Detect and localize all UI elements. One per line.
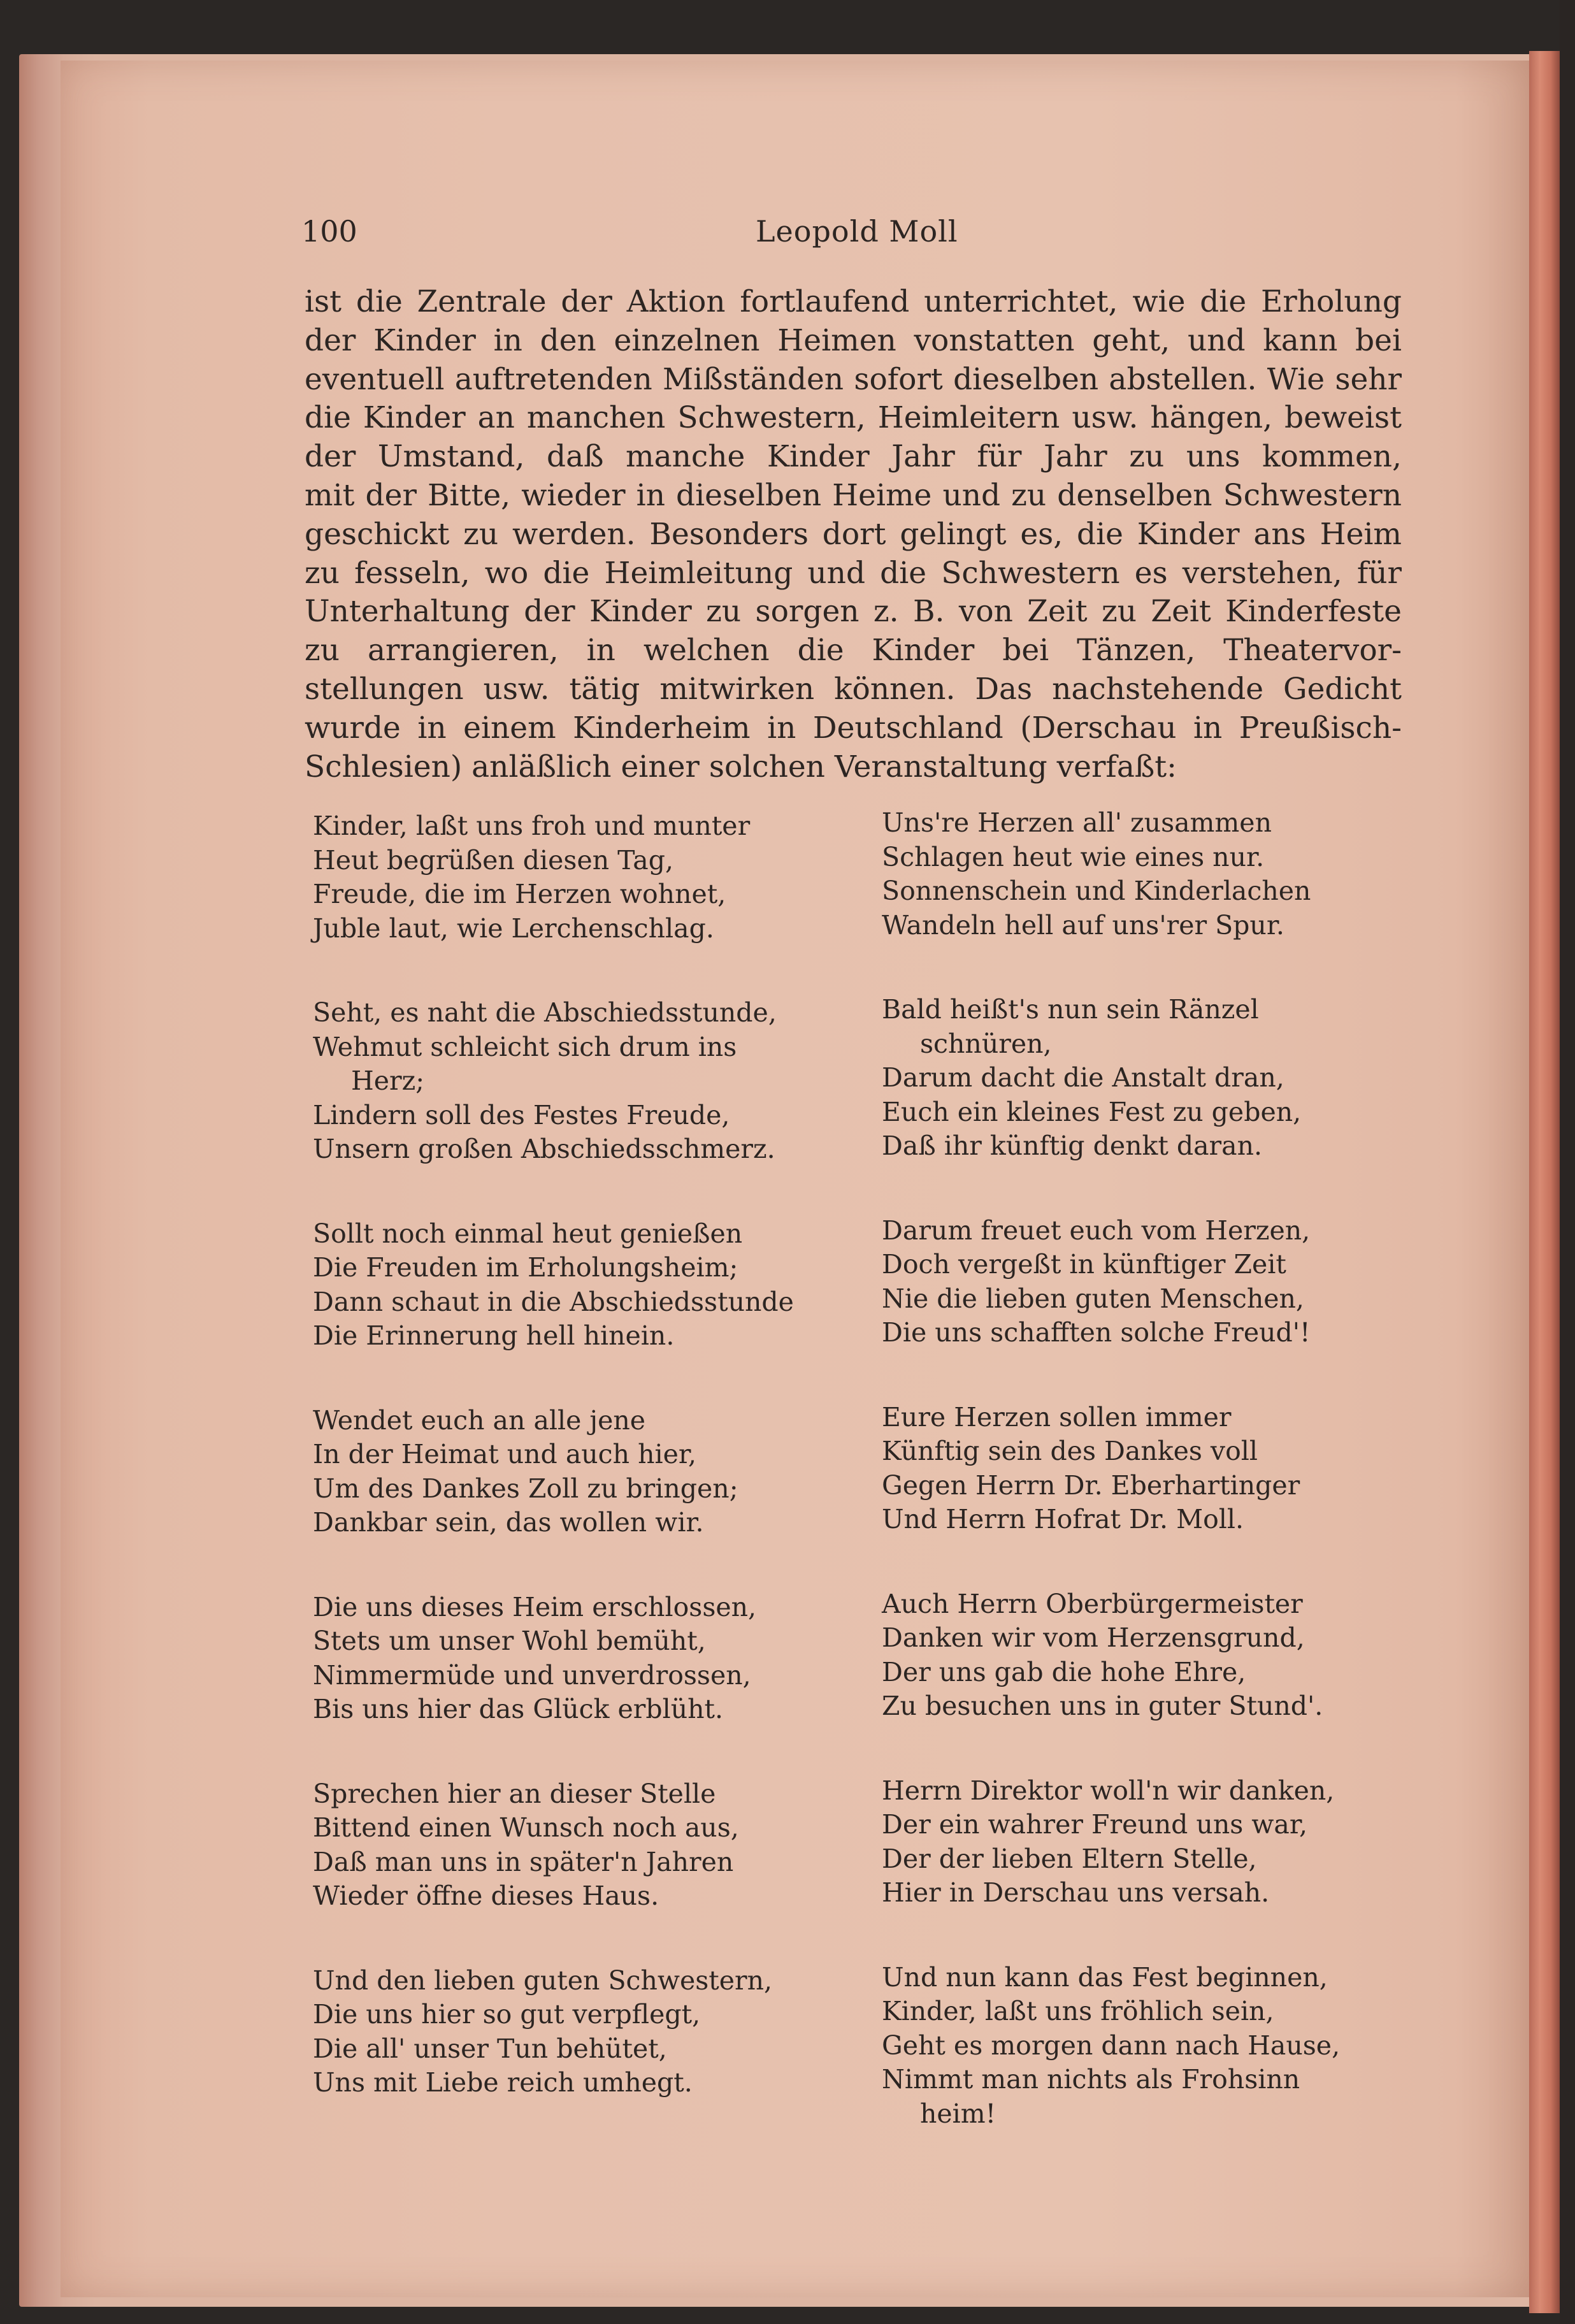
body-line: ist die Zentrale der Aktion fortlaufend unterrichtet, wie die Erholung: [305, 284, 1402, 319]
verse-line: Uns're Herzen all' zusammen: [882, 807, 1272, 838]
verse-line: Uns mit Liebe reich umhegt.: [313, 2067, 693, 2098]
body-line: wurde in einem Kinderheim in Deutschland (Derschau in Preußisch-: [305, 710, 1402, 746]
verse-line: Auch Herrn Oberbürgermeister: [882, 1588, 1303, 1619]
verse-line: Sollt noch einmal heut genießen: [313, 1218, 743, 1249]
body-line: stellungen usw. tätig mitwirken können. Das nachstehende Gedicht: [305, 671, 1402, 707]
verse-line: Euch ein kleines Fest zu geben,: [882, 1096, 1302, 1127]
verse-line: Sprechen hier an dieser Stelle: [313, 1778, 716, 1809]
verse-line: In der Heimat und auch hier,: [313, 1439, 696, 1469]
verse-line: Künftig sein des Dankes voll: [882, 1436, 1258, 1466]
verse-line: Lindern soll des Festes Freude,: [313, 1099, 730, 1130]
verse-line: Bis uns hier das Glück erblüht.: [313, 1694, 724, 1724]
verse-line: Freude, die im Herzen wohnet,: [313, 879, 726, 909]
verse-line: Bittend einen Wunsch noch aus,: [313, 1812, 739, 1843]
page-number: 100: [301, 214, 357, 249]
poem-stanza: [882, 1401, 1442, 1537]
body-line: Unterhaltung der Kinder zu sorgen z. B. von Zeit zu Zeit Kinderfeste: [305, 594, 1402, 630]
verse-line: Und Herrn Hofrat Dr. Moll.: [882, 1504, 1244, 1534]
verse-line: Kinder, laßt uns fröhlich sein,: [882, 1996, 1274, 2026]
verse-line: Herrn Direktor woll'n wir danken,: [882, 1775, 1335, 1806]
verse-line: Wieder öffne dieses Haus.: [313, 1880, 659, 1911]
verse-line: Kinder, laßt uns froh und munter: [313, 811, 751, 841]
verse-line: Unsern großen Abschiedsschmerz.: [313, 1134, 775, 1164]
poem-column-right: [882, 806, 1442, 2181]
verse-line: Schlagen heut wie eines nur.: [882, 841, 1265, 872]
verse-line: Wendet euch an alle jene: [313, 1404, 646, 1436]
verse-line: Wehmut schleicht sich drum ins: [313, 1031, 737, 1062]
verse-line: Wandeln hell auf uns'rer Spur.: [882, 909, 1284, 941]
poem-stanza: [882, 1774, 1442, 1910]
verse-line: Heut begrüßen diesen Tag,: [313, 844, 674, 876]
verse-line: Eure Herzen sollen immer: [882, 1401, 1232, 1433]
verse-line: Nie die lieben guten Menschen,: [882, 1283, 1304, 1314]
verse-line: Die uns dieses Heim erschlossen,: [313, 1591, 757, 1622]
poem-stanza: [313, 809, 874, 946]
verse-line: Die uns hier so gut verpflegt,: [313, 1999, 701, 2030]
verse-line: Zu besuchen uns in guter Stund'.: [882, 1691, 1323, 1721]
verse-line: Dankbar sein, das wollen wir.: [313, 1507, 704, 1538]
poem-stanza: [313, 1404, 874, 1540]
verse-line: Sonnenschein und Kinderlachen: [882, 876, 1311, 906]
poem-stanza: [313, 1777, 874, 1914]
poem-stanza: [313, 1591, 874, 1727]
verse-line: Der der lieben Eltern Stelle,: [882, 1843, 1257, 1874]
verse-line: Um des Dankes Zoll zu bringen;: [313, 1473, 738, 1504]
poem-stanza: [882, 1961, 1442, 2132]
body-line: zu arrangieren, in welchen die Kinder bei Tänzen, Theatervor-: [305, 633, 1402, 668]
verse-line: Danken wir vom Herzensgrund,: [882, 1622, 1305, 1653]
body-line: geschickt zu werden. Besonders dort gelingt es, die Kinder ans Heim: [305, 516, 1402, 552]
poem-stanza: [882, 1587, 1442, 1724]
body-paragraph: [305, 283, 1402, 786]
background-edge: [1560, 0, 1575, 2324]
verse-line: Dann schaut in die Abschiedsstunde: [313, 1286, 794, 1317]
verse-line: Juble laut, wie Lerchenschlag.: [313, 913, 714, 944]
poem-stanza: [882, 993, 1442, 1164]
verse-line: Daß ihr künftig denkt daran.: [882, 1130, 1263, 1161]
body-line: der Kinder in den einzelnen Heimen vonstatten geht, und kann bei: [305, 322, 1402, 358]
body-line: zu fesseln, wo die Heimleitung und die Schwestern es verstehen, für: [305, 555, 1402, 591]
poem-stanza: [313, 996, 874, 1167]
verse-line-continuation: Herz;: [351, 1065, 425, 1096]
verse-line: Die Erinnerung hell hinein.: [313, 1320, 675, 1351]
poem-stanza: [882, 806, 1442, 942]
verse-line: Seht, es naht die Abschiedsstunde,: [313, 997, 777, 1028]
verse-line: Geht es morgen dann nach Hause,: [882, 2030, 1341, 2061]
verse-line: Darum freuet euch vom Herzen,: [882, 1215, 1311, 1246]
body-line: mit der Bitte, wieder in dieselben Heime und zu denselben Schwestern: [305, 477, 1402, 513]
verse-line: Hier in Derschau uns versah.: [882, 1877, 1270, 1908]
poem-stanza: [313, 1217, 874, 1353]
verse-line: Darum dacht die Anstalt dran,: [882, 1062, 1284, 1093]
verse-line: Der uns gab die hohe Ehre,: [882, 1656, 1246, 1687]
verse-line: Der ein wahrer Freund uns war,: [882, 1809, 1307, 1840]
verse-line: Die uns schafften solche Freud'!: [882, 1317, 1311, 1348]
body-line: der Umstand, daß manche Kinder Jahr für Jahr zu uns kommen,: [305, 439, 1402, 475]
verse-line: Bald heißt's nun sein Ränzel: [882, 994, 1259, 1025]
verse-line: Doch vergeßt in künftiger Zeit: [882, 1249, 1286, 1280]
verse-line: Gegen Herrn Dr. Eberhartinger: [882, 1469, 1300, 1501]
verse-line: Nimmermüde und unverdrossen,: [313, 1659, 751, 1691]
poem-stanza: [882, 1214, 1442, 1350]
book-binding: [1529, 51, 1560, 2313]
verse-line-continuation: schnüren,: [920, 1028, 1052, 1059]
body-line: Schlesien) anläßlich einer solchen Veranstaltung verfaßt:: [305, 749, 1177, 784]
verse-line: Und den lieben guten Schwestern,: [313, 1965, 773, 1996]
running-head: Leopold Moll: [756, 214, 958, 249]
verse-line: Daß man uns in später'n Jahren: [313, 1846, 734, 1877]
poem-column-left: [313, 809, 874, 2151]
verse-line: Stets um unser Wohl bemüht,: [313, 1626, 706, 1656]
verse-line: Und nun kann das Fest beginnen,: [882, 1961, 1328, 1993]
poem-stanza: [313, 1964, 874, 2100]
body-line: die Kinder an manchen Schwestern, Heimleitern usw. hängen, beweist: [305, 400, 1402, 436]
verse-line: Die Freuden im Erholungsheim;: [313, 1252, 738, 1283]
verse-line: Nimmt man nichts als Frohsinn: [882, 2064, 1300, 2095]
body-line: eventuell auftretenden Mißständen sofort dieselben abstellen. Wie sehr: [305, 361, 1402, 397]
verse-line: Die all' unser Tun behütet,: [313, 2033, 667, 2064]
verse-line-continuation: heim!: [920, 2098, 996, 2129]
